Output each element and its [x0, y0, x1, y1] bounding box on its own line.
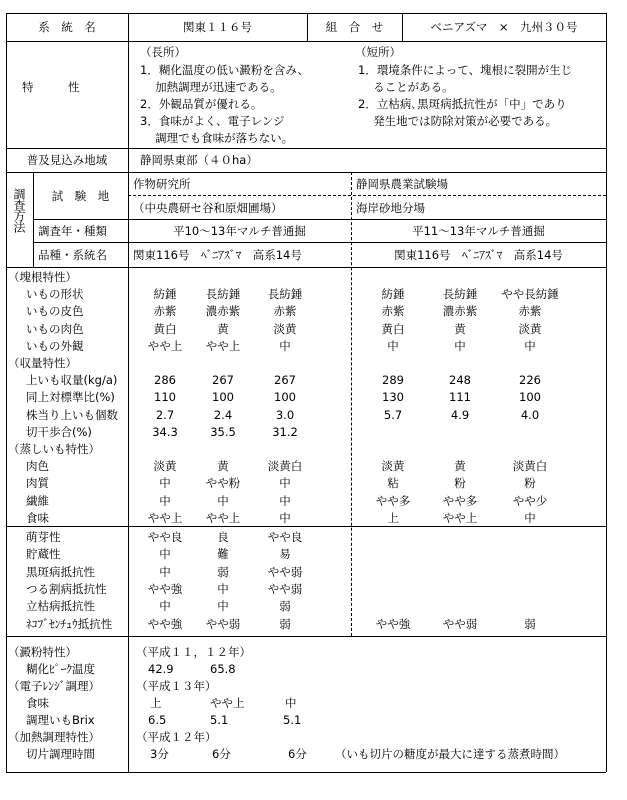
- value-cell: やや弱: [442, 616, 478, 631]
- year-right: 平11～13年マルチ普通掘: [412, 224, 545, 238]
- value-cell: やや強: [147, 581, 183, 596]
- row-line-year: [33, 242, 606, 243]
- value-cell: 難: [217, 547, 229, 562]
- starch-label: （澱粉特性）: [8, 645, 77, 659]
- row-label: いもの皮色: [26, 304, 84, 319]
- peak-value: 65.8: [210, 662, 236, 676]
- row-label: 食味: [26, 510, 49, 525]
- label-column-divider: [128, 13, 129, 772]
- value-cell: 淡黄白: [267, 459, 303, 474]
- value-cell: 中: [279, 493, 291, 508]
- value-cell: 淡黄: [153, 459, 177, 474]
- merits-title: （長所）: [140, 45, 186, 59]
- value-cell: 100: [519, 390, 541, 405]
- value-cell: 267: [274, 373, 296, 388]
- value-cell: 黄: [217, 459, 229, 474]
- value-cell: 粘: [387, 476, 399, 491]
- value-cell: 中: [279, 338, 291, 353]
- value-cell: 100: [274, 390, 296, 405]
- value-cell: やや粉: [205, 476, 241, 491]
- value-cell: 100: [212, 390, 234, 405]
- row-line-traits: [6, 148, 606, 149]
- heat-label: （加熱調理特性）: [8, 730, 100, 744]
- value-cell: やや長紡錘: [501, 287, 559, 302]
- method-label: 調査方法: [12, 188, 26, 232]
- value-cell: 中: [387, 338, 399, 353]
- strain-name: 関東１１６号: [183, 20, 252, 34]
- value-cell: やや上: [442, 510, 478, 525]
- value-cell: 2.4: [213, 407, 233, 422]
- row-label: 立枯病抵抗性: [26, 599, 95, 614]
- row-line-site: [33, 219, 606, 220]
- section-label: （収量特性）: [8, 356, 77, 370]
- value-cell: やや強: [147, 616, 183, 631]
- value-cell: 3.0: [275, 407, 295, 422]
- value-cell: 赤紫: [518, 304, 542, 319]
- value-cell: 111: [449, 390, 471, 405]
- merit-line: 3．食味がよく、電子レンジ: [140, 114, 285, 128]
- row-label: 繊維: [26, 493, 49, 508]
- border-bottom: [6, 772, 606, 773]
- value-cell: 4.0: [520, 407, 540, 422]
- row-line-variety: [6, 267, 606, 268]
- area-value: 静岡県東部（４０ha）: [140, 153, 258, 167]
- row-label: 同上対標準比(%): [26, 390, 115, 405]
- site-left-1: 作物研究所: [133, 177, 191, 191]
- value-cell: 中: [159, 493, 171, 508]
- value-cell: やや弱: [205, 616, 241, 631]
- cross-label: 組 合 せ: [325, 20, 384, 34]
- value-cell: 中: [159, 564, 171, 579]
- row-label: 萌芽性: [26, 530, 61, 544]
- value-cell: やや良: [147, 530, 183, 544]
- value-cell: 淡黄: [518, 321, 542, 336]
- value-cell: 中: [279, 510, 291, 525]
- section-label: （塊根特性）: [8, 270, 77, 284]
- value-cell: 286: [154, 373, 176, 388]
- row-label: いもの外観: [26, 338, 84, 353]
- demerit-line: 2．立枯病､黒斑病抵抗性が「中」であり: [358, 97, 567, 111]
- value-cell: 中: [217, 581, 229, 596]
- row-label: 肉色: [26, 459, 49, 474]
- taste-value: やや上: [210, 696, 245, 710]
- value-cell: 4.9: [450, 407, 470, 422]
- value-cell: 長紡錘: [267, 287, 303, 302]
- value-cell: 中: [524, 338, 536, 353]
- value-cell: 粉: [454, 476, 466, 491]
- peak-value: 42.9: [148, 662, 174, 676]
- value-cell: やや弱: [267, 564, 303, 579]
- value-cell: 31.2: [272, 424, 298, 439]
- value-cell: やや多: [442, 493, 478, 508]
- value-cell: 2.7: [155, 407, 175, 422]
- row-line-resistance: [6, 636, 606, 637]
- row-label: いもの形状: [26, 287, 84, 302]
- value-cell: 弱: [217, 564, 229, 579]
- row-line-header: [6, 41, 606, 42]
- slice-note: （いも切片の糖度が最大に達する蒸煮時間）: [335, 747, 565, 761]
- demerit-line: 1．環境条件によって、塊根に裂開が生じ: [358, 63, 573, 77]
- variety-label: 品種・系統名: [38, 248, 107, 262]
- row-line-steamed: [6, 526, 606, 527]
- taste-value: 上: [150, 696, 162, 710]
- row-label: 切干歩合(%): [26, 424, 92, 439]
- value-cell: 黄: [454, 321, 466, 336]
- value-cell: 中: [524, 510, 536, 525]
- varieties-left: 関東116号 ﾍﾞﾆｱｽﾞﾏ 高系14号: [133, 248, 302, 262]
- value-cell: 淡黄白: [512, 459, 548, 474]
- value-cell: 黄: [217, 321, 229, 336]
- value-cell: 226: [519, 373, 541, 388]
- value-cell: 良: [217, 530, 229, 544]
- value-cell: 黄白: [153, 321, 177, 336]
- brix-label: 調理いもBrix: [26, 713, 95, 727]
- section-label: （蒸しいも特性）: [8, 442, 100, 456]
- value-cell: 黄白: [381, 321, 405, 336]
- starch-year: （平成１１，１２年）: [136, 645, 251, 659]
- mw-label: （電子ﾚﾝｼﾞ調理）: [8, 679, 100, 693]
- value-cell: 中: [217, 599, 229, 614]
- row-line-area: [6, 172, 606, 173]
- value-cell: 粉: [524, 476, 536, 491]
- site-right-2: 海岸砂地分場: [356, 201, 425, 215]
- value-cell: 中: [159, 476, 171, 491]
- value-cell: 110: [154, 390, 176, 405]
- peak-label: 糊化ﾋﾟｰｸ温度: [26, 662, 95, 676]
- row-label: いもの肉色: [26, 321, 84, 336]
- value-cell: 289: [382, 373, 404, 388]
- value-cell: やや上: [147, 338, 183, 353]
- value-cell: やや良: [267, 530, 303, 544]
- value-cell: 長紡錘: [442, 287, 478, 302]
- border-left: [6, 13, 7, 772]
- site-right-1: 静岡県農業試験場: [356, 177, 448, 191]
- merit-line: 加熱調理が迅速である。: [140, 80, 282, 94]
- value-cell: 長紡錘: [205, 287, 241, 302]
- area-label: 普及見込み地域: [26, 153, 108, 167]
- value-cell: 黄: [454, 459, 466, 474]
- value-cell: 中: [217, 493, 229, 508]
- site-label: 試 験 地: [51, 189, 110, 203]
- value-cell: やや上: [205, 510, 241, 525]
- year-label: 調査年・種類: [38, 224, 107, 238]
- strain-label: 系 統 名: [38, 20, 96, 34]
- value-cell: 中: [454, 338, 466, 353]
- cross-value: ベニアズマ × 九州３０号: [430, 20, 578, 34]
- merit-line: 1．糊化温度の低い澱粉を含み、: [140, 63, 310, 77]
- slice-label: 切片調理時間: [26, 747, 95, 761]
- site-dashed-divider: [351, 172, 352, 636]
- merit-line: 2．外観品質が優れる。: [140, 97, 263, 111]
- row-label: 貯蔵性: [26, 547, 61, 562]
- value-cell: 紡錘: [381, 287, 405, 302]
- value-cell: やや少: [512, 493, 548, 508]
- row-label: ﾈｺﾌﾞｾﾝﾁｭｳ抵抗性: [26, 616, 113, 631]
- value-cell: やや上: [205, 338, 241, 353]
- value-cell: 紡錘: [153, 287, 177, 302]
- value-cell: 上: [387, 510, 399, 525]
- site-left-2: （中央農研セ谷和原畑圃場）: [133, 201, 283, 215]
- slice-value: 6分: [288, 747, 307, 761]
- border-top: [6, 13, 606, 14]
- value-cell: 中: [279, 476, 291, 491]
- varieties-right: 関東116号 ﾍﾞﾆｱｽﾞﾏ 高系14号: [394, 248, 563, 262]
- value-cell: 弱: [279, 616, 291, 631]
- brix-value: 5.1: [210, 713, 229, 727]
- value-cell: 130: [382, 390, 404, 405]
- value-cell: 35.5: [210, 424, 236, 439]
- value-cell: 赤紫: [273, 304, 297, 319]
- row-label: 肉質: [26, 476, 49, 491]
- value-cell: 248: [449, 373, 471, 388]
- traits-label: 特 性: [22, 80, 80, 94]
- value-cell: 淡黄: [381, 459, 405, 474]
- value-cell: やや多: [375, 493, 411, 508]
- brix-value: 6.5: [148, 713, 167, 727]
- site-dashed-line: [128, 195, 606, 196]
- taste-label: 食味: [26, 696, 49, 710]
- row-label: 黒斑病抵抗性: [26, 564, 95, 579]
- value-cell: 淡黄: [273, 321, 297, 336]
- value-cell: 中: [159, 547, 171, 562]
- taste-value: 中: [285, 696, 297, 710]
- value-cell: やや強: [375, 616, 411, 631]
- demerits-title: （短所）: [355, 45, 401, 59]
- value-cell: 267: [212, 373, 234, 388]
- mw-year: （平成１３年）: [136, 679, 217, 693]
- row-label: 上いも収量(kg/a): [26, 373, 118, 388]
- demerit-line: ることがある。: [358, 80, 454, 94]
- value-cell: 濃赤紫: [442, 304, 478, 319]
- value-cell: 易: [279, 547, 291, 562]
- value-cell: 5.7: [383, 407, 403, 422]
- year-left: 平10～13年マルチ普通掘: [173, 224, 306, 238]
- value-cell: やや上: [147, 510, 183, 525]
- heat-year: （平成１２年）: [136, 730, 217, 744]
- value-cell: 弱: [524, 616, 536, 631]
- value-cell: やや弱: [267, 581, 303, 596]
- brix-value: 5.1: [283, 713, 302, 727]
- value-cell: 濃赤紫: [205, 304, 241, 319]
- slice-value: 3分: [150, 747, 169, 761]
- value-cell: 弱: [279, 599, 291, 614]
- merit-line: 調理でも食味が落ちない。: [140, 131, 294, 145]
- value-cell: 34.3: [152, 424, 178, 439]
- demerit-line: 発生地では防除対策が必要である。: [358, 114, 558, 128]
- border-right: [606, 13, 607, 772]
- value-cell: 中: [159, 599, 171, 614]
- slice-value: 6分: [212, 747, 231, 761]
- value-cell: 赤紫: [381, 304, 405, 319]
- value-cell: 赤紫: [153, 304, 177, 319]
- row-label: つる割病抵抗性: [26, 581, 107, 596]
- row-label: 株当り上いも個数: [26, 407, 118, 422]
